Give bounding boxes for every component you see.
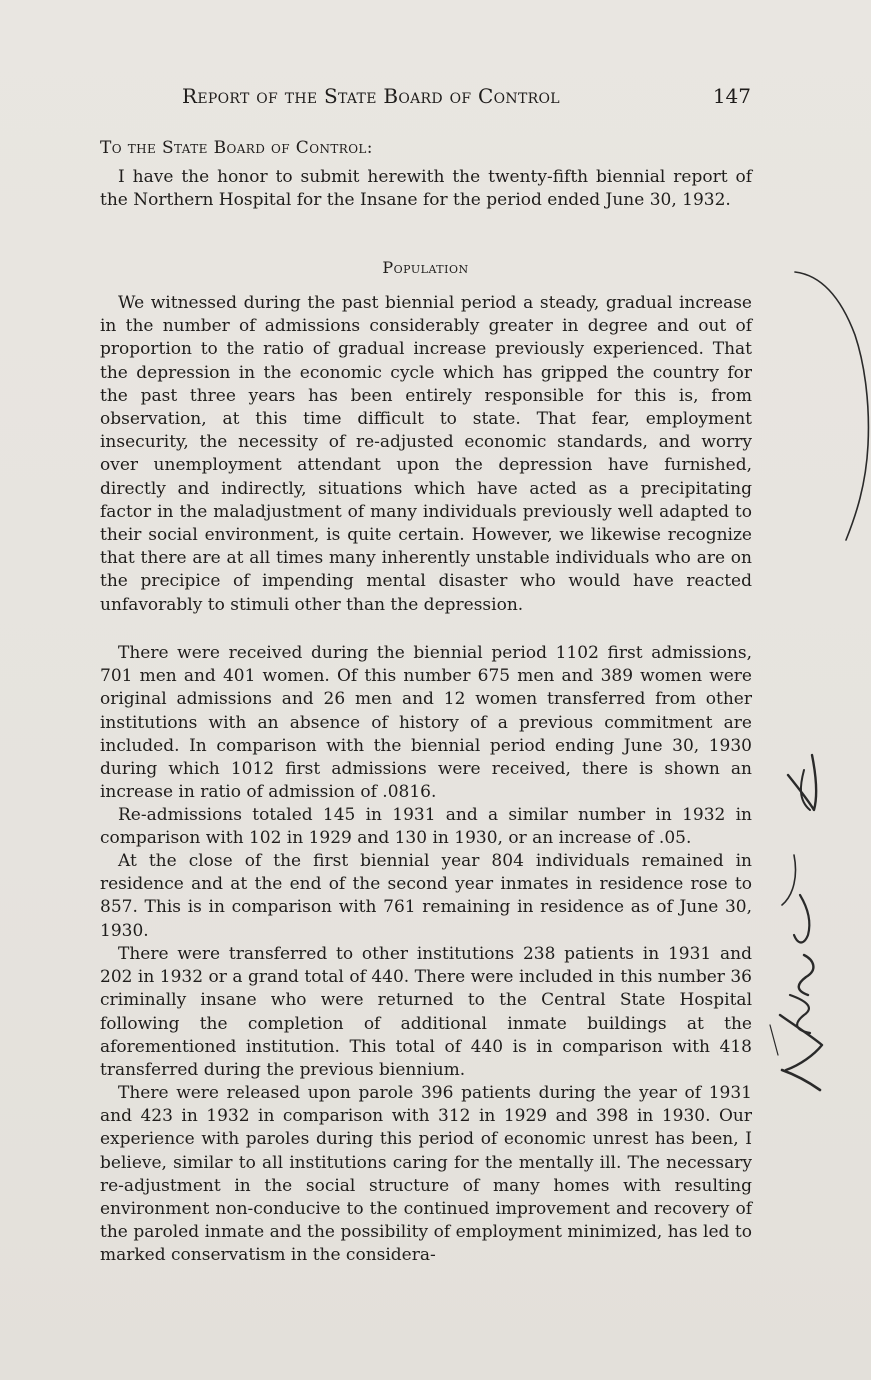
paragraph-paroles: There were released upon parole 396 patients during the year of 1931 and 423 in 1932 in comparison with 312 in 1929 and 398 in 1930. Our experience with paroles during this period of economic unrest has been, I believe, similar to all institutions caring for the mentally ill. The necessary re-adjustment in the social structure of many homes with resulting environment non-conducive to the continued improvement and recovery of the paroled inmate and the possibility of employment minimized, has led to marked conservatism in the considera-: [100, 1083, 752, 1266]
page-number: 147: [712, 84, 751, 108]
salutation: To the State Board of Control:: [100, 138, 373, 158]
paragraph-readmissions: Re-admissions totaled 145 in 1931 and a similar number in 1932 in comparison with 102 in 1929 and 130 in 1930, or an increase of .05.: [100, 805, 752, 849]
running-header: [100, 84, 751, 108]
handwritten-margin-marks: [760, 255, 871, 1355]
paragraph-first-admissions: There were received during the biennial period 1102 first admissions, 701 men and 401 women. Of this number 675 men and 389 women were original admissions and 26 men and 12 women transferred from other institutions with an absence of history of a previous commitment are included. In comparison with the biennial period ending June 30, 1930 during which 1012 first admissions were received, there is shown an increase in ratio of admission of .0816.: [100, 643, 752, 803]
intro-paragraph: I have the honor to submit herewith the twenty-fifth biennial report of the Northern Hospital for the Insane for the period ended June 30, 1932.: [100, 167, 752, 211]
paragraph-residence: At the close of the first biennial year 804 individuals remained in residence and at the end of the second year inmates in residence rose to 857. This is in comparison with 761 remaining in residence as of June 30, 1930.: [100, 851, 752, 941]
section-heading-population: Population: [382, 258, 469, 277]
running-header-title: Report of the State Board of Control: [182, 84, 560, 108]
paragraph-transfers: There were transferred to other institutions 238 patients in 1931 and 202 in 1932 or a grand total of 440. There were included in this number 36 criminally insane who were returned to the Central State Hospital following the completion of additional inmate buildings at the aforementioned institution. This total of 440 is in comparison with 418 transferred during the previous biennium.: [100, 944, 752, 1081]
paragraph-population-1: We witnessed during the past biennial period a steady, gradual increase in the number of admissions considerably greater in degree and out of proportion to the ratio of gradual increase previously experienced. That the depression in the economic cycle which has gripped the country for the past three years has been entirely responsible for this is, from observation, at this time difficult to state. That fear, employment insecurity, the necessity of re-adjusted economic standards, and worry over unemployment attendant upon the depression have furnished, directly and indirectly, situations which have acted as a precipitating factor in the maladjustment of many individuals previously well adapted to their social environment, is quite certain. However, we likewise recognize that there are at all times many inherently unstable individuals who are on the precipice of impending mental disaster who would have reacted unfavorably to stimuli other than the depression.: [100, 293, 752, 615]
